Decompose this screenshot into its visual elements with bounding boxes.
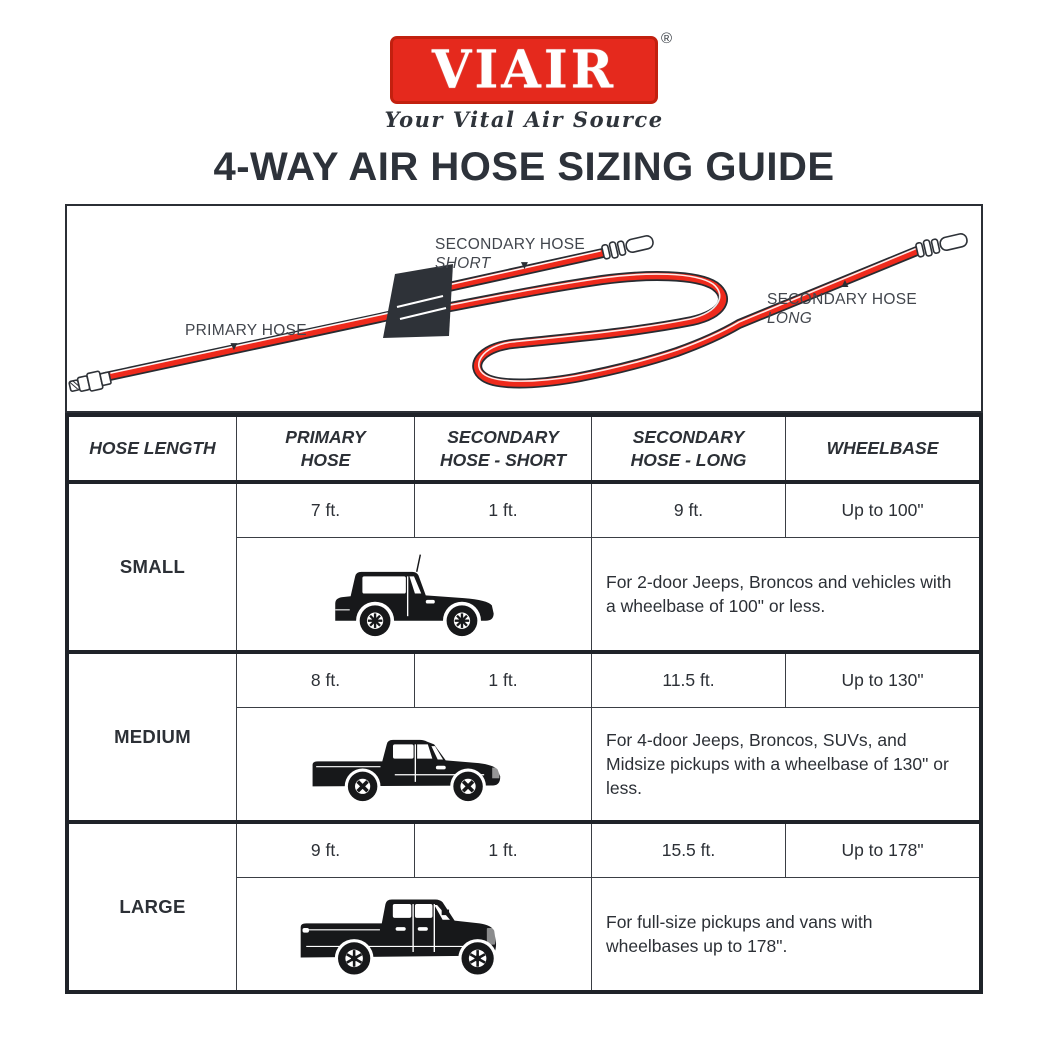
- secondary-long-fitting-graphic: [915, 231, 968, 258]
- wheelbase-value: Up to 100": [785, 484, 979, 538]
- page-title: 4-WAY AIR HOSE SIZING GUIDE: [213, 145, 835, 189]
- primary-hose-value: 7 ft.: [236, 484, 414, 538]
- wheelbase-value: Up to 178": [785, 824, 979, 878]
- primary-hose-label: PRIMARY HOSE: [185, 322, 307, 339]
- vehicle-fullsize-pickup-icon: [236, 878, 591, 990]
- vehicle-description: For 2-door Jeeps, Broncos and vehicles with a wheelbase of 100" or less.: [591, 538, 979, 650]
- secondary-short-label-line2: SHORT: [435, 255, 491, 273]
- vehicle-description: For full-size pickups and vans with wheelbases up to 178".: [591, 878, 979, 990]
- size-label: SMALL: [119, 556, 186, 577]
- logo: [0, 0, 1048, 132]
- wheelbase-value: Up to 130": [785, 654, 979, 708]
- size-label: LARGE: [119, 896, 186, 917]
- table-header-row: [69, 417, 979, 480]
- vehicle-jeep-2-door-icon: [236, 538, 591, 650]
- secondary-short-label: [435, 235, 585, 274]
- secondary-short-label-line1: SECONDARY HOSE: [435, 236, 586, 253]
- secondary-long-label: [767, 277, 917, 329]
- table-row-small: [69, 480, 979, 650]
- viair-logo: [390, 30, 672, 104]
- hose-diagram: [65, 204, 983, 413]
- vehicle-midsize-pickup-icon: [236, 708, 591, 820]
- secondary-long-label-line1: SECONDARY HOSE: [767, 291, 918, 308]
- secondary-long-value: 9 ft.: [591, 484, 785, 538]
- header-hose-length: HOSE LENGTH: [89, 438, 216, 459]
- registered-trademark-icon: ®: [660, 30, 672, 47]
- size-label: MEDIUM: [114, 726, 191, 747]
- primary-hose-value: 9 ft.: [236, 824, 414, 878]
- arrow-up-icon: ▲: [839, 276, 852, 290]
- header-wheelbase: WHEELBASE: [785, 417, 979, 480]
- secondary-short-value: 1 ft.: [414, 654, 591, 708]
- arrow-down-icon: ▼: [518, 258, 531, 273]
- vehicle-description: For 4-door Jeeps, Broncos, SUVs, and Midsize pickups with a wheelbase of 130" or less.: [591, 708, 979, 820]
- table-row-large: [69, 820, 979, 990]
- secondary-long-value: 15.5 ft.: [591, 824, 785, 878]
- manifold-graphic: [383, 264, 453, 338]
- logo-tagline: Your Vital Air Source: [384, 107, 664, 132]
- secondary-long-label-line2: LONG: [767, 310, 813, 328]
- secondary-long-value: 11.5 ft.: [591, 654, 785, 708]
- primary-hose-graphic: [105, 309, 412, 377]
- header-primary-hose: PRIMARY HOSE: [236, 417, 414, 480]
- table-row-medium: [69, 650, 979, 820]
- arrow-down-icon: ▼: [228, 339, 240, 353]
- secondary-short-value: 1 ft.: [414, 824, 591, 878]
- primary-fitting-graphic: [68, 369, 112, 395]
- secondary-short-fitting-graphic: [601, 233, 654, 260]
- header-secondary-short: SECONDARY HOSE - SHORT: [414, 417, 591, 480]
- sizing-table: [65, 413, 983, 994]
- logo-wordmark: VIAIR: [431, 39, 617, 101]
- primary-hose-value: 8 ft.: [236, 654, 414, 708]
- header-secondary-long: SECONDARY HOSE - LONG: [591, 417, 785, 480]
- secondary-short-value: 1 ft.: [414, 484, 591, 538]
